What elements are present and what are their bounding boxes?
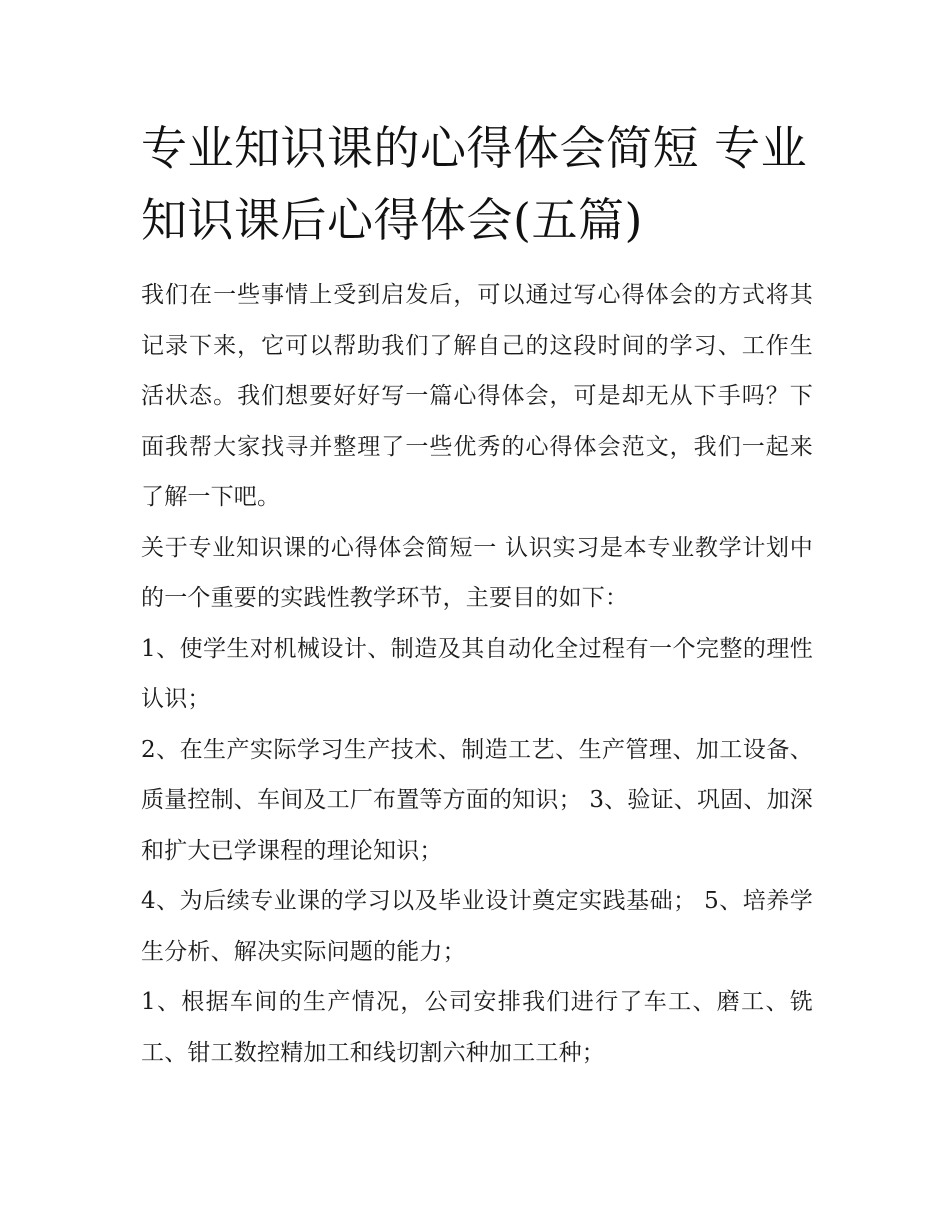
list-item-paragraph: 2、在生产实际学习生产技术、制造工艺、生产管理、加工设备、质量控制、车间及工厂布置等方面的知识； 3、验证、巩固、加深和扩大已学课程的理论知识； (141, 736, 813, 864)
document-title: 专业知识课的心得体会简短 专业知识课后心得体会(五篇) (141, 121, 808, 247)
document-page (141, 112, 813, 1078)
list-item-paragraph: 1、使学生对机械设计、制造及其自动化全过程有一个完整的理性认识； (141, 635, 813, 712)
list-item-paragraph: 1、根据车间的生产情况，公司安排我们进行了车工、磨工、铣工、钳工数控精加工和线切割六种加工工种； (141, 989, 813, 1066)
intro-paragraph: 我们在一些事情上受到启发后，可以通过写心得体会的方式将其记录下来，它可以帮助我们了解自己的这段时间的学习、工作生活状态。我们想要好好写一篇心得体会，可是却无从下手吗？下面我帮大家找寻并整理了一些优秀的心得体会范文，我们一起来了解一下吧。 (141, 282, 813, 510)
document-body (141, 270, 813, 1078)
list-item-paragraph: 4、为后续专业课的学习以及毕业设计奠定实践基础； 5、培养学生分析、解决实际问题的能力； (141, 888, 813, 965)
section-one-paragraph: 关于专业知识课的心得体会简短一 认识实习是本专业教学计划中的一个重要的实践性教学环节，主要目的如下： (141, 534, 813, 611)
